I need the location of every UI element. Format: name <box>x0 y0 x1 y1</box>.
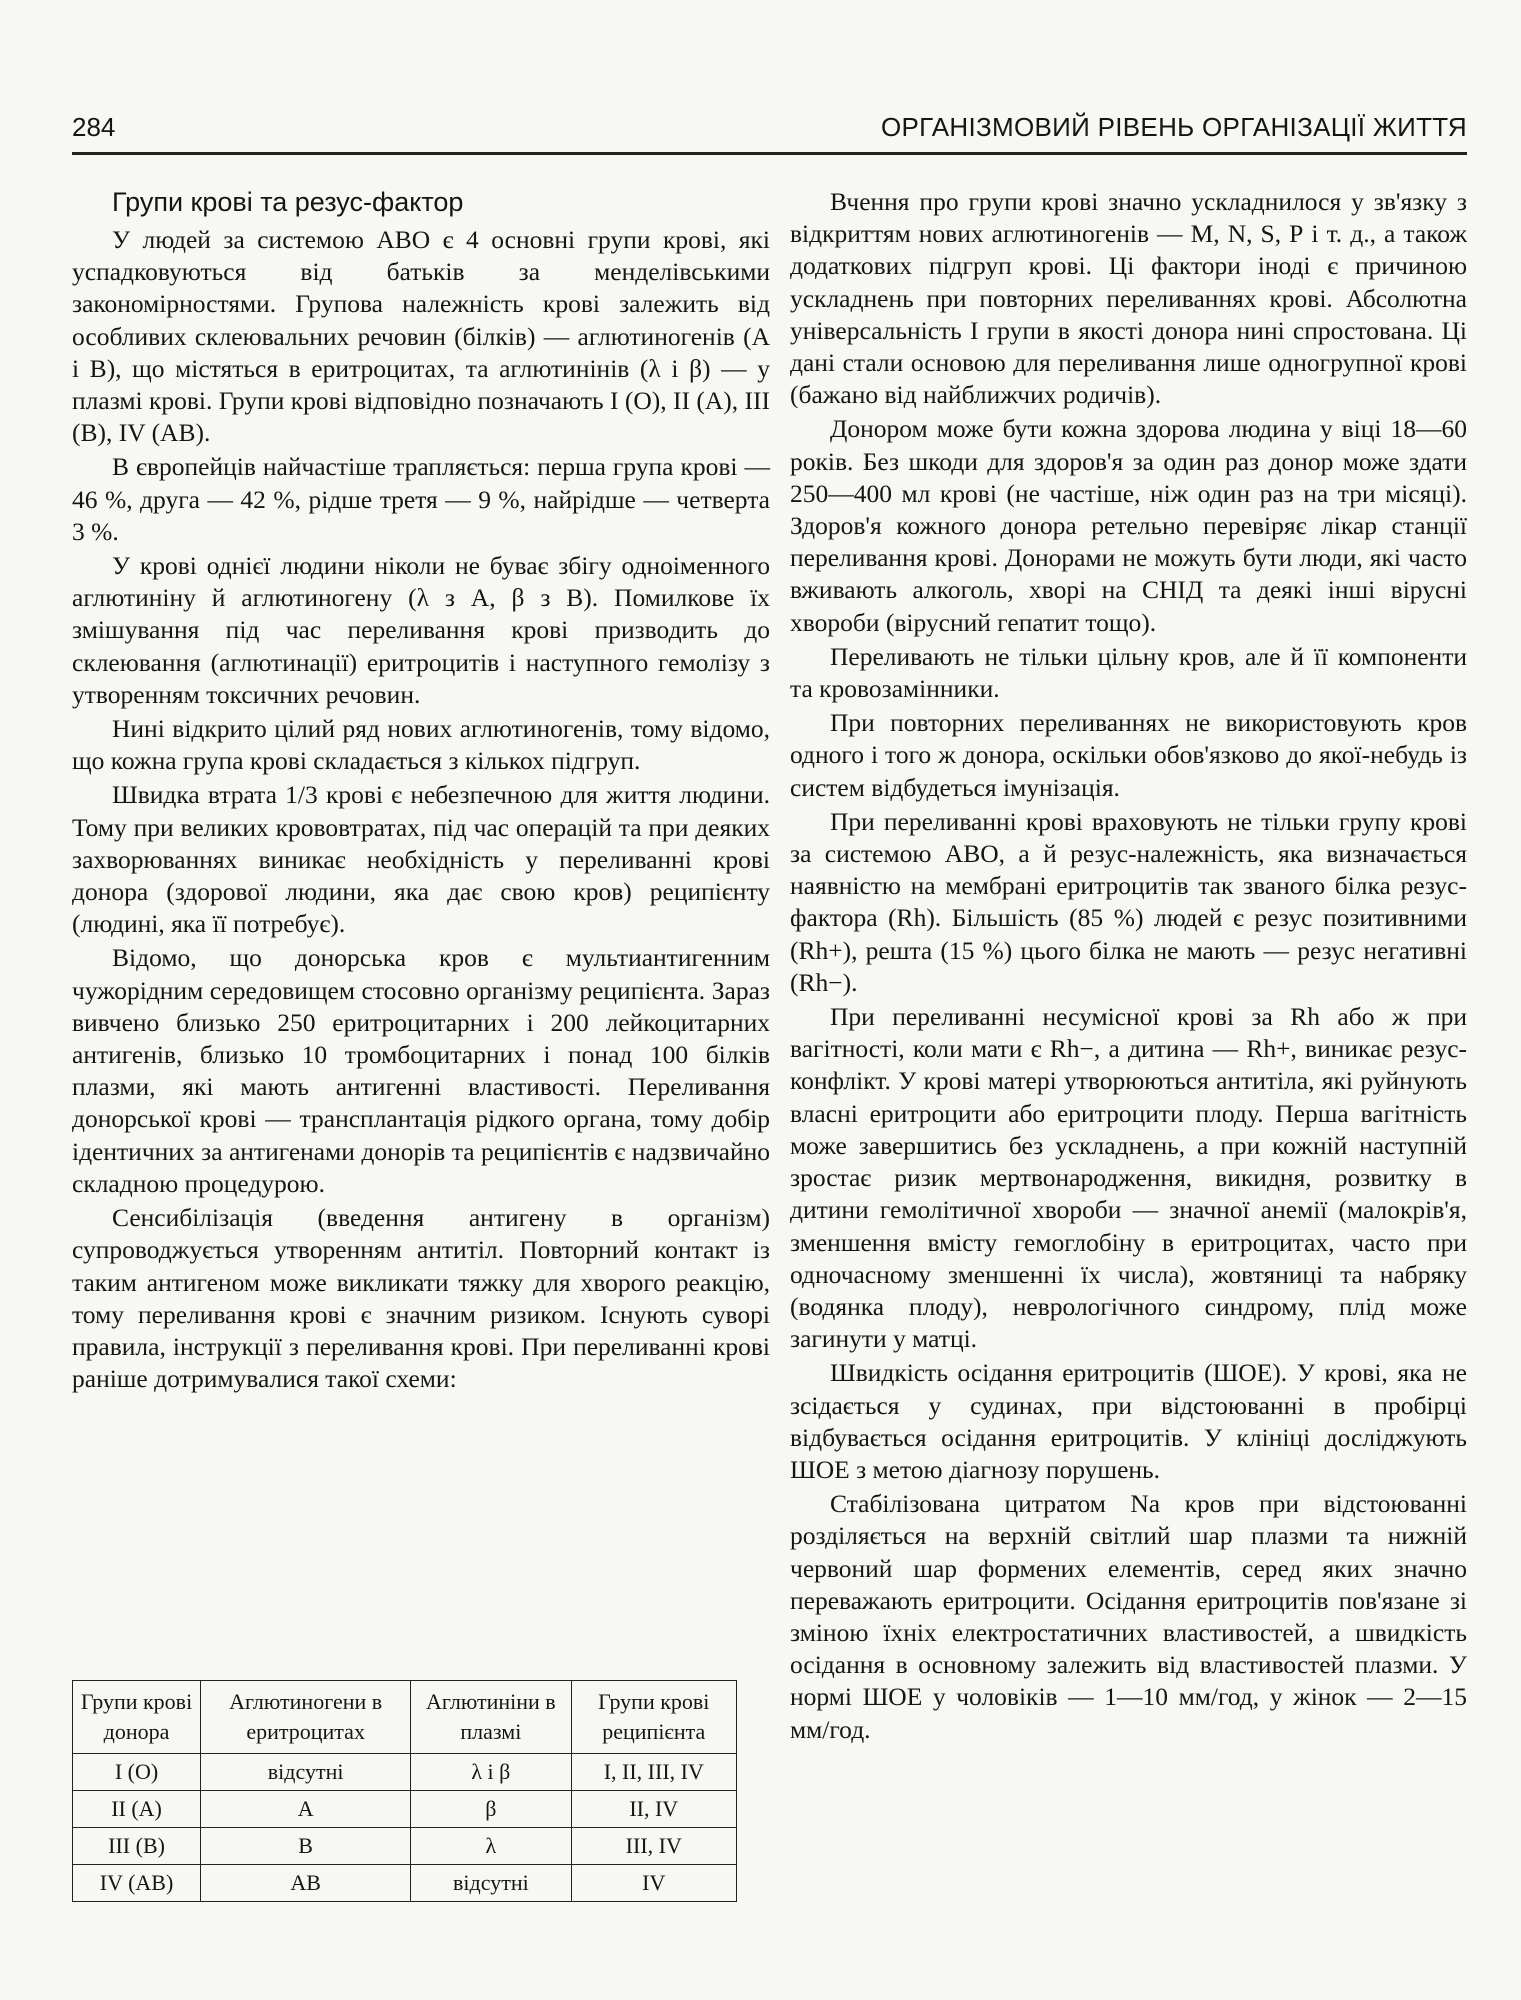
left-column <box>72 186 770 1395</box>
table-cell: III (В) <box>73 1828 201 1865</box>
paragraph: При повторних переливаннях не використовують кров одного і того ж донора, оскільки обов'язково до якої-небудь із систем відбудеться імунізація. <box>790 708 1467 802</box>
table-cell: λ <box>411 1828 571 1865</box>
paragraph: Донором може бути кожна здорова людина у віці 18—60 років. Без шкоди для здоров'я за один раз донор може здати 250—400 мл крові (не частіше, ніж один раз на три місяці). Здоров'я кожного донора ретельно перевіряє лікар станції переливання крові. Донорами не можуть бути люди, які часто вживають алкоголь, хворі на СНІД та деякі інші вірусні хвороби (вірусний гепатит тощо). <box>790 414 1467 637</box>
table-header-cell: Групи крові донора <box>73 1681 201 1754</box>
table-cell: λ і β <box>411 1754 571 1791</box>
table-cell: А <box>201 1791 411 1828</box>
paragraph: В європейців найчастіше трапляється: перша група крові — 46 %, друга — 42 %, рідше третя — 9 %, найрідше — четверта 3 %. <box>72 452 770 546</box>
section-title: Групи крові та резус-фактор <box>112 187 464 217</box>
page-header <box>72 112 1467 155</box>
paragraph: Швидкість осідання еритроцитів (ШОЕ). У крові, яка не зсідається у судинах, при відстоюванні в пробірці відбувається осідання еритроцитів. У клініці досліджують ШОЕ з метою діагнозу порушень. <box>790 1358 1467 1484</box>
paragraph: Сенсибілізація (введення антигену в організм) супроводжується утворенням антитіл. Повторний контакт із таким антигеном може викликати тяжку для хворого реакцію, тому переливання крові є значним ризиком. Існують суворі правила, інструкції з переливання крові. При переливанні крові раніше дотримувалися такої схеми: <box>72 1203 770 1394</box>
paragraph: У крові однієї людини ніколи не буває збігу одноіменного аглютиніну й аглютиногену (λ з А, β з В). Помилкове їх змішування під час переливання крові призводить до склеювання (аглютинації) еритроцитів і наступного гемолізу з утворенням токсичних речовин. <box>72 551 770 709</box>
blood-transfusion-table <box>72 1680 737 1902</box>
table-cell: відсутні <box>201 1754 411 1791</box>
paragraph: У людей за системою АВО є 4 основні групи крові, які успадковуються від батьків за менделівськими закономірностями. Групова належність крові залежить від особливих склеювальних речовин (білків) — аглютиногенів (А і В), що містяться в еритроцитах, та аглютинінів (λ і β) — у плазмі крові. Групи крові відповідно позначають І (О), II (А), III (В), IV (АВ). <box>72 225 770 448</box>
table-row <box>73 1828 737 1865</box>
table-cell: III, IV <box>571 1828 736 1865</box>
table-cell: II, IV <box>571 1791 736 1828</box>
table-header-cell: Аглютиніни в плазмі <box>411 1681 571 1754</box>
page-number: 284 <box>72 112 116 142</box>
table-header-cell: Аглютиногени в еритроцитах <box>201 1681 411 1754</box>
table-cell: β <box>411 1791 571 1828</box>
table-cell: II (А) <box>73 1791 201 1828</box>
paragraph: Стабілізована цитратом Na кров при відстоюванні розділяється на верхній світлий шар плазми та нижній червоний шар формених елементів, серед яких значно переважають еритроцити. Осідання еритроцитів пов'язане зі зміною їхніх електростатичних властивостей, а швидкість осідання в основному залежить від властивостей плазми. У нормі ШОЕ у чоловіків — 1—10 мм/год, у жінок — 2—15 мм/год. <box>790 1489 1467 1744</box>
paragraph: Переливають не тільки цільну кров, але й її компоненти та кровозамінники. <box>790 641 1467 704</box>
paragraph: Швидка втрата 1/3 крові є небезпечною для життя людини. Тому при великих крововтратах, під час операцій та при деяких захворюваннях виникає необхідність у переливанні крові донора (здорової людини, яка дає свою кров) реципієнту (людині, яка її потребує). <box>72 780 770 939</box>
table-header-row <box>73 1681 737 1754</box>
table-row <box>73 1791 737 1828</box>
paragraph: При переливанні несумісної крові за Rh або ж при вагітності, коли мати є Rh−, а дитина — Rh+, виникає резус-конфлікт. У крові матері утворюються антитіла, які руйнують власні еритроцити або еритроцити плоду. Перша вагітність може завершитись без ускладнень, а при кожній наступній зростає ризик мертвонародження, викидня, розвитку в дитини гемолітичної хвороби — значної анемії (малокрів'я, зменшення вмісту гемоглобіну в еритроцитах, часто при одночасному зменшенні їх числа), жовтяниці та набряку (водянка плоду), неврологічного синдрому, плід може загинути у матці. <box>790 1002 1467 1354</box>
table-cell: В <box>201 1828 411 1865</box>
right-column <box>790 186 1467 1746</box>
table-row <box>73 1754 737 1791</box>
paragraph: Відомо, що донорська кров є мультиантигенним чужорідним середовищем стосовно організму реципієнта. Зараз вивчено близько 250 еритроцитарних і 200 лейкоцитарних антигенів, близько 10 тромбоцитарних і понад 100 білків плазми, які мають антигенні властивості. Переливання донорської крові — трансплантація рідкого органа, тому добір ідентичних за антигенами донорів та реципієнтів є надзвичайно складною процедурою. <box>72 943 770 1198</box>
running-title: ОРГАНІЗМОВИЙ РІВЕНЬ ОРГАНІЗАЦІЇ ЖИТТЯ <box>880 112 1467 142</box>
table-cell: І (О) <box>73 1754 201 1791</box>
paragraph: При переливанні крові враховують не тільки групу крові за системою АВО, а й резус-належність, яка визначається наявністю на мембрані еритроцитів так званого білка резус-фактора (Rh). Більшість (85 %) людей є резус позитивними (Rh+), решта (15 %) цього білка не мають — резус негативні (Rh−). <box>790 806 1467 997</box>
table-cell: АВ <box>201 1865 411 1902</box>
table-row <box>73 1865 737 1902</box>
table-cell: І, II, III, IV <box>571 1754 736 1791</box>
table-cell: IV (АВ) <box>73 1865 201 1902</box>
paragraph: Нині відкрито цілий ряд нових аглютиногенів, тому відомо, що кожна група крові складається з кількох підгруп. <box>72 714 770 776</box>
table-cell: IV <box>571 1865 736 1902</box>
table-cell: відсутні <box>411 1865 571 1902</box>
paragraph: Вчення про групи крові значно ускладнилося у зв'язку з відкриттям нових аглютиногенів — М, N, S, Р і т. д., а також додаткових підгруп крові. Ці фактори іноді є причиною ускладнень при повторних переливаннях крові. Абсолютна універсальність І групи в якості донора нині спростована. Ці дані стали основою для переливання лише одногрупної крові (бажано від найближчих родичів). <box>790 187 1467 410</box>
table-header-cell: Групи крові реципієнта <box>571 1681 736 1754</box>
